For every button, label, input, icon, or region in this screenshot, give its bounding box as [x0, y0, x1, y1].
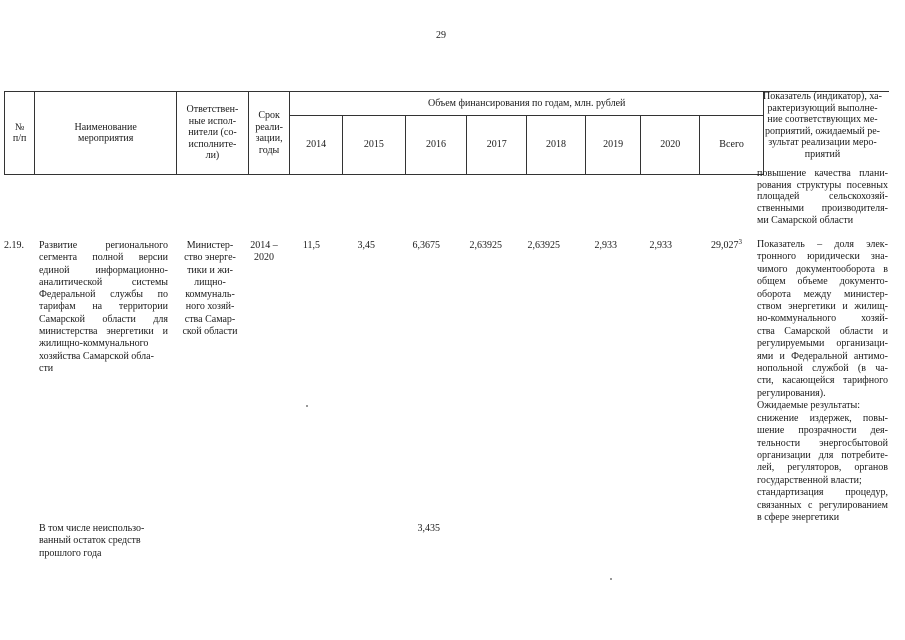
header-year-2014: 2014 — [290, 116, 343, 175]
value-2020: 2,933 — [649, 240, 672, 251]
financing-table-header — [4, 91, 764, 175]
header-financing: Объем финансирования по годам, млн. рублей — [290, 92, 764, 116]
value-2019: 2,933 — [594, 240, 617, 251]
row-responsible: Министер- ство энерге- тики и жи- лищно- коммуналь- ного хозяй- ства Самар- ской области — [182, 240, 238, 338]
subrow-label: В том числе неиспользо- ванный остаток средств прошлого года — [39, 523, 145, 559]
subrow-value-2016: 3,435 — [417, 523, 440, 534]
row-number: 2.19. — [4, 240, 24, 251]
header-year-2015: 2015 — [342, 116, 405, 175]
header-no: № п/п — [5, 92, 35, 175]
header-year-2016: 2016 — [405, 116, 467, 175]
header-name: Наименование мероприятия — [35, 92, 177, 175]
row-name: Развитие регионального сегмента полной версии единой информационно- аналитической системы Федеральной службы по тарифам на территории Самарской области для министерства энергетики и жилищно-коммунального хозяйства Самарской обла- сти — [39, 240, 168, 374]
row-term: 2014 – 2020 — [250, 240, 278, 264]
header-year-2019: 2019 — [585, 116, 641, 175]
header-term: Срок реали- зации, годы — [248, 92, 289, 175]
header-year-2017: 2017 — [467, 116, 527, 175]
scan-speck — [306, 405, 308, 407]
page-number: 29 — [436, 30, 446, 41]
value-2018: 2,63925 — [527, 240, 560, 251]
header-total: Всего — [700, 116, 764, 175]
previous-indicator-continuation: повышение качества плани- рования структуры посевных площадей сельскохозяй- ственными производителя- ми Самарской области — [757, 168, 888, 226]
value-2016: 6,3675 — [412, 240, 440, 251]
value-total: 29,027$^3$ — [711, 238, 742, 251]
header-year-2020: 2020 — [641, 116, 700, 175]
footnote-marker: 3 — [738, 238, 742, 246]
scan-speck — [610, 578, 612, 580]
header-year-2018: 2018 — [527, 116, 586, 175]
row-indicator: Показатель – доля элек- тронного юридически зна- чимого документооборота в общем объеме документо- оборота между министер- ством энергетики и жилищ- но-коммунального хозяй- ства Самарской области и регулируемыми организаци- ями и Федеральной антимо- нопольной службой (в ча- сти, касающейся тарифного регулирования). Ожидаемые результаты: снижение издержек, повы- шение прозрачности дея- тельности энергосбытовой организации для потребите- лей, регуляторов, органов государственной власти; стандартизация процедур, связанных с регулированием в сфере энергетики — [757, 239, 888, 523]
header-indicator: Показатель (индикатор), ха- рактеризующий выполне- ние соответствующих ме- роприятий, ожидаемый ре- зультат реализации меро- приятий — [763, 91, 882, 160]
value-2014: 11,5 — [302, 240, 320, 251]
value-2015: 3,45 — [357, 240, 375, 251]
header-responsible: Ответствен- ные испол- нители (со- исполните- ли) — [177, 92, 249, 175]
value-2017: 2,63925 — [469, 240, 502, 251]
